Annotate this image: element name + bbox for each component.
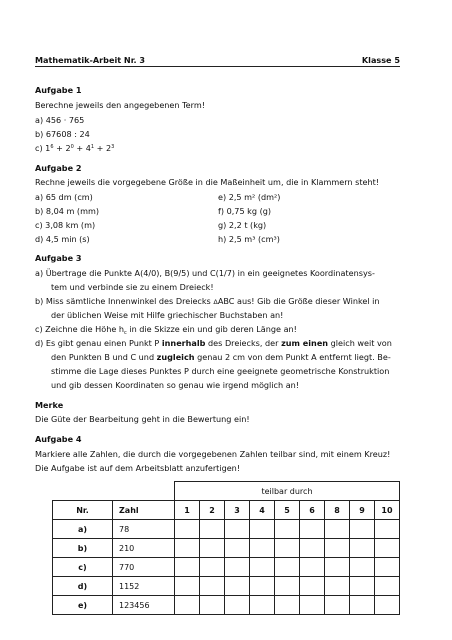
col-header-divisor: 5 (275, 501, 300, 520)
check-cell[interactable] (275, 577, 300, 596)
check-cell[interactable] (350, 596, 375, 615)
task3-d-emphasis: zugleich (156, 352, 195, 362)
check-cell[interactable] (175, 577, 200, 596)
row-number: 123456 (113, 596, 175, 615)
check-cell[interactable] (300, 520, 325, 539)
check-cell[interactable] (200, 520, 225, 539)
task3-d-text: den Punkten B und C und (51, 352, 157, 362)
task2-item-a: a) 65 dm (cm) (35, 192, 93, 202)
task3-b-text: b) Miss sämtliche Innenwinkel des Dreiecks (35, 296, 214, 306)
check-cell[interactable] (300, 596, 325, 615)
check-cell[interactable] (250, 577, 275, 596)
triangle-symbol: Δ (213, 298, 218, 306)
check-cell[interactable] (325, 558, 350, 577)
task4-line1: Markiere alle Zahlen, die durch die vorgegebenen Zahlen teilbar sind, mit einem Kreuz! (35, 449, 391, 459)
task3-heading: Aufgabe 3 (35, 253, 82, 263)
task3-item-c (35, 324, 297, 334)
check-cell[interactable] (250, 596, 275, 615)
row-label: d) (53, 577, 113, 596)
task1-c-exponent: 0 (70, 144, 74, 150)
check-cell[interactable] (375, 558, 400, 577)
check-cell[interactable] (225, 539, 250, 558)
col-header-divisor: 3 (225, 501, 250, 520)
col-header-divisor: 9 (350, 501, 375, 520)
task4-heading: Aufgabe 4 (35, 434, 82, 444)
task2-item-b: b) 8,04 m (mm) (35, 206, 100, 216)
check-cell[interactable] (275, 558, 300, 577)
check-cell[interactable] (325, 596, 350, 615)
task3-item-d-line2 (51, 352, 391, 362)
task1-c-exponent: 3 (111, 144, 115, 150)
check-cell[interactable] (375, 596, 400, 615)
task1-heading: Aufgabe 1 (35, 85, 82, 95)
divisibility-table (52, 481, 400, 615)
task1-c-term: + 2 (53, 143, 71, 153)
check-cell[interactable] (250, 520, 275, 539)
row-label: a) (53, 520, 113, 539)
task2-heading: Aufgabe 2 (35, 163, 82, 173)
check-cell[interactable] (375, 520, 400, 539)
check-cell[interactable] (200, 539, 225, 558)
task3-item-a-line2: tem und verbinde sie zu einem Dreieck! (51, 282, 214, 292)
col-header-nr: Nr. (53, 501, 113, 520)
task2-item-g: g) 2,2 t (kg) (218, 220, 267, 230)
check-cell[interactable] (250, 558, 275, 577)
header-rule (35, 66, 400, 67)
task3-b-text: ABC aus! Gib die Größe dieser Winkel in (217, 296, 380, 306)
task1-c-exponent: 1 (90, 144, 95, 150)
task3-item-d-line3: stimme die Lage dieses Punktes P durch eine geeignete geometrische Konstruktion (51, 366, 390, 376)
col-header-divisor: 1 (175, 501, 200, 520)
note-text: Die Güte der Bearbeitung geht in die Bewertung ein! (35, 414, 250, 424)
check-cell[interactable] (175, 558, 200, 577)
task3-item-d-line4: und gib dessen Koordinaten so genau wie irgend möglich an! (51, 380, 300, 390)
task3-item-a-line1: a) Übertrage die Punkte A(4/0), B(9/5) und C(1/7) in ein geeignetes Koordinatensys- (35, 268, 375, 278)
check-cell[interactable] (175, 596, 200, 615)
table-row (53, 520, 400, 539)
task1-instruction: Berechne jeweils den angegebenen Term! (35, 100, 205, 110)
check-cell[interactable] (275, 539, 300, 558)
row-label: e) (53, 596, 113, 615)
task3-c-subscript: c (124, 330, 127, 336)
task3-d-text: des Dreiecks, der (205, 338, 282, 348)
table-row (53, 577, 400, 596)
task3-item-b-line2: der üblichen Weise mit Hilfe griechischer Buchstaben an! (51, 310, 284, 320)
col-header-divisor: 4 (250, 501, 275, 520)
col-header-divisor: 10 (375, 501, 400, 520)
task2-item-c: c) 3,08 km (m) (35, 220, 96, 230)
table-group-header-row (53, 482, 400, 501)
check-cell[interactable] (325, 539, 350, 558)
check-cell[interactable] (350, 539, 375, 558)
task1-c-exponent: 6 (50, 144, 54, 150)
check-cell[interactable] (200, 577, 225, 596)
row-number: 210 (113, 539, 175, 558)
check-cell[interactable] (200, 596, 225, 615)
task1-item-b: b) 67608 : 24 (35, 129, 90, 139)
check-cell[interactable] (225, 596, 250, 615)
task3-d-text: d) Es gibt genau einen Punkt P (35, 338, 162, 348)
table-corner-blank (53, 482, 113, 501)
task1-c-term: c) 1 (35, 143, 51, 153)
row-label: c) (53, 558, 113, 577)
task3-d-text: gleich weit von (328, 338, 392, 348)
check-cell[interactable] (375, 577, 400, 596)
check-cell[interactable] (275, 596, 300, 615)
check-cell[interactable] (175, 520, 200, 539)
row-number: 78 (113, 520, 175, 539)
check-cell[interactable] (300, 539, 325, 558)
task3-d-text: genau 2 cm von dem Punkt A entfernt liegt. Be- (194, 352, 391, 362)
check-cell[interactable] (325, 520, 350, 539)
check-cell[interactable] (350, 558, 375, 577)
check-cell[interactable] (300, 558, 325, 577)
task4-line2: Die Aufgabe ist auf dem Arbeitsblatt anzufertigen! (35, 463, 241, 473)
table-header-row (53, 501, 400, 520)
task1-c-term: + 2 (94, 143, 112, 153)
check-cell[interactable] (275, 520, 300, 539)
check-cell[interactable] (300, 577, 325, 596)
task3-item-d-line1 (35, 338, 392, 348)
row-label: b) (53, 539, 113, 558)
check-cell[interactable] (350, 577, 375, 596)
task3-d-emphasis: zum einen (281, 338, 329, 348)
worksheet-title: Mathematik-Arbeit Nr. 3 (35, 55, 146, 65)
check-cell[interactable] (200, 558, 225, 577)
check-cell[interactable] (350, 520, 375, 539)
check-cell[interactable] (175, 539, 200, 558)
check-cell[interactable] (375, 539, 400, 558)
col-header-divisor: 8 (325, 501, 350, 520)
task1-item-a: a) 456 · 765 (35, 115, 85, 125)
task3-item-b-line1 (35, 296, 380, 307)
col-header-divisor: 6 (300, 501, 325, 520)
check-cell[interactable] (225, 558, 250, 577)
task2-item-e: e) 2,5 m² (dm²) (218, 192, 281, 202)
row-number: 770 (113, 558, 175, 577)
task1-c-term: + 4 (73, 143, 91, 153)
check-cell[interactable] (250, 539, 275, 558)
table-row (53, 558, 400, 577)
note-heading: Merke (35, 400, 64, 410)
task2-item-h: h) 2,5 m³ (cm³) (218, 234, 280, 244)
task2-item-f: f) 0,75 kg (g) (218, 206, 272, 216)
table-row (53, 596, 400, 615)
task2-instruction: Rechne jeweils die vorgegebene Größe in die Maßeinheit um, die in Klammern steht! (35, 177, 380, 187)
class-label: Klasse 5 (361, 55, 400, 65)
col-header-zahl: Zahl (113, 501, 175, 520)
table-row (53, 539, 400, 558)
task1-item-c (35, 143, 114, 153)
task3-d-emphasis: innerhalb (161, 338, 206, 348)
check-cell[interactable] (225, 520, 250, 539)
check-cell[interactable] (225, 577, 250, 596)
group-header-teilbar: teilbar durch (175, 482, 400, 501)
task2-item-d: d) 4,5 min (s) (35, 234, 90, 244)
task3-c-text: c) Zeichne die Höhe h (35, 324, 125, 334)
row-number: 1152 (113, 577, 175, 596)
col-header-divisor: 2 (200, 501, 225, 520)
check-cell[interactable] (325, 577, 350, 596)
table-corner-blank (113, 482, 175, 501)
task3-c-text: in die Skizze ein und gib deren Länge an! (126, 324, 297, 334)
